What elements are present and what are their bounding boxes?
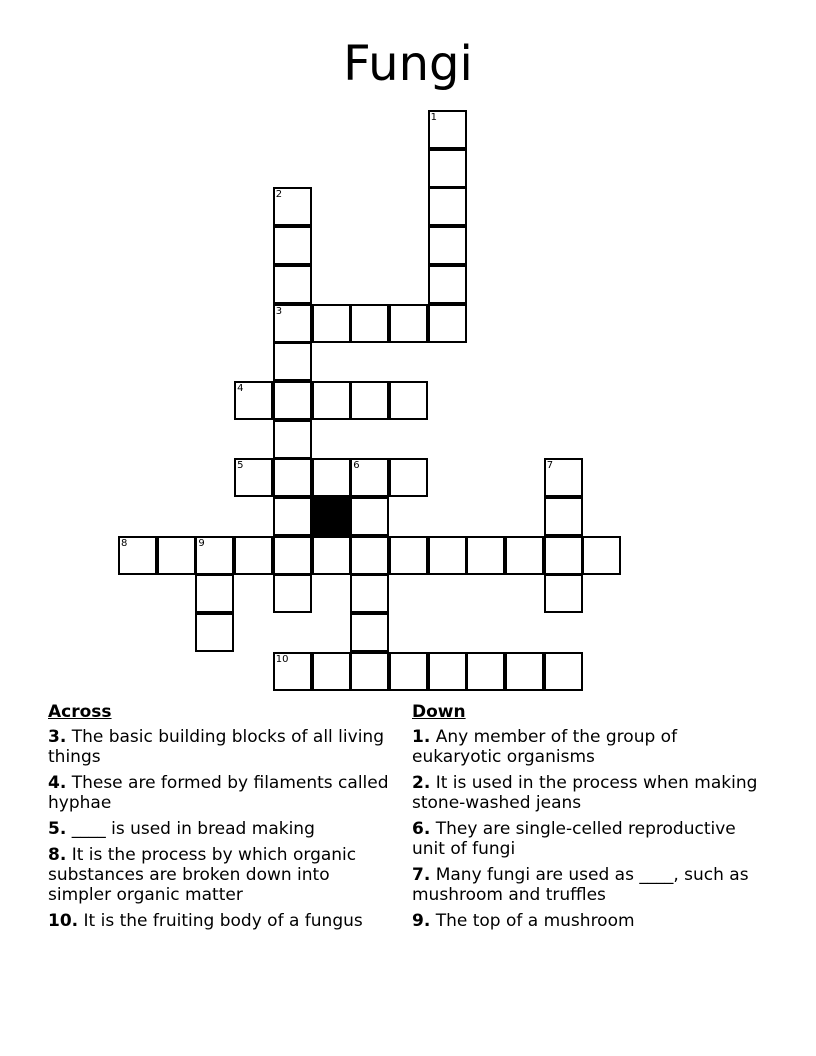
crossword-cell[interactable]: [428, 265, 467, 304]
clue-down-1: [412, 727, 762, 767]
clue-text: The top of a mushroom: [435, 911, 635, 931]
clue-down-9: [412, 911, 762, 931]
crossword-cell[interactable]: [466, 536, 505, 575]
clue-number: 3.: [48, 727, 67, 747]
crossword-cell[interactable]: [312, 304, 351, 343]
clue-number-label: 6: [353, 460, 360, 472]
clue-text: They are single-celled reproductive unit of fungi: [412, 819, 736, 859]
clue-number-label: 3: [275, 305, 283, 317]
crossword-cell[interactable]: [234, 536, 273, 575]
crossword-cell[interactable]: [350, 652, 389, 691]
clue-down-7: [412, 865, 762, 905]
clue-number: 1.: [412, 727, 431, 747]
crossword-cell[interactable]: [389, 652, 428, 691]
crossword-cell[interactable]: [350, 536, 389, 575]
crossword-cell[interactable]: [350, 304, 389, 343]
crossword-cell[interactable]: [544, 574, 583, 613]
down-heading: Down: [412, 702, 466, 722]
clue-text: These are formed by filaments called hyphae: [48, 773, 389, 813]
clue-text: Any member of the group of eukaryotic organisms: [412, 727, 678, 767]
clue-down-2: [412, 773, 762, 813]
clue-across-5: [48, 819, 398, 839]
crossword-cell[interactable]: [389, 381, 428, 420]
clue-down-6: [412, 819, 762, 859]
crossword-cell[interactable]: [312, 652, 351, 691]
crossword-cell[interactable]: [118, 536, 157, 575]
crossword-cell[interactable]: [273, 574, 312, 613]
crossword-cell[interactable]: [195, 536, 234, 575]
clue-number: 9.: [412, 911, 431, 931]
clue-text: Many fungi are used as ____, such as mushroom and truffles: [412, 865, 749, 905]
clue-number-label: 4: [237, 382, 244, 394]
crossword-cell[interactable]: [389, 304, 428, 343]
down-clues: [412, 702, 762, 937]
crossword-cell[interactable]: [389, 536, 428, 575]
crossword-cell[interactable]: [195, 613, 234, 652]
crossword-cell[interactable]: [428, 304, 467, 343]
crossword-cell[interactable]: [428, 110, 467, 149]
clue-number-label: 8: [121, 537, 128, 549]
crossword-cell[interactable]: [273, 536, 312, 575]
clue-number-label: 10: [275, 653, 289, 665]
crossword-cell[interactable]: [234, 458, 273, 497]
clue-number: 5.: [48, 819, 67, 839]
crossword-cell[interactable]: [350, 574, 389, 613]
crossword-cell[interactable]: [350, 458, 389, 497]
clue-text: The basic building blocks of all living things: [48, 727, 384, 767]
crossword-black-cell: [312, 497, 351, 536]
crossword-cell[interactable]: [428, 652, 467, 691]
clue-number-label: 9: [198, 537, 205, 549]
crossword-cell[interactable]: [505, 536, 544, 575]
crossword-cell[interactable]: [350, 497, 389, 536]
crossword-cell[interactable]: [505, 652, 544, 691]
crossword-cell[interactable]: [273, 342, 312, 381]
crossword-cell[interactable]: [312, 458, 351, 497]
crossword-cell[interactable]: [312, 536, 351, 575]
crossword-cell[interactable]: [273, 381, 312, 420]
crossword-cell[interactable]: [544, 497, 583, 536]
crossword-cell[interactable]: [312, 381, 351, 420]
clue-number-label: 2: [275, 189, 283, 201]
page-title: Fungi: [343, 36, 473, 92]
across-heading: Across: [48, 702, 112, 722]
clue-text: It is used in the process when making stone-washed jeans: [412, 773, 758, 813]
crossword-cell[interactable]: [273, 265, 312, 304]
clue-number-label: 1: [430, 112, 437, 123]
crossword-cell[interactable]: [273, 187, 312, 226]
crossword-cell[interactable]: [350, 381, 389, 420]
crossword-cell[interactable]: [234, 381, 273, 420]
crossword-cell[interactable]: [195, 574, 234, 613]
clue-text: It is the fruiting body of a fungus: [83, 911, 363, 931]
crossword-cell[interactable]: [544, 458, 583, 497]
clue-across-3: [48, 727, 398, 767]
crossword-cell[interactable]: [157, 536, 196, 575]
clue-number: 2.: [412, 773, 431, 793]
crossword-cell[interactable]: [273, 497, 312, 536]
crossword-cell[interactable]: [273, 458, 312, 497]
clue-across-4: [48, 773, 398, 813]
crossword-cell[interactable]: [428, 149, 467, 188]
crossword-cell[interactable]: [350, 613, 389, 652]
crossword-cell[interactable]: [428, 187, 467, 226]
clue-number: 8.: [48, 845, 67, 865]
clue-number: 7.: [412, 865, 431, 885]
crossword-cell[interactable]: [273, 420, 312, 459]
crossword-cell[interactable]: [273, 226, 312, 265]
clue-text: ____ is used in bread making: [71, 819, 315, 839]
clue-number-label: 7: [546, 460, 554, 472]
crossword-cell[interactable]: [273, 304, 312, 343]
clue-text: It is the process by which organic substances are broken down into simpler organic matter: [48, 845, 357, 905]
clue-number: 4.: [48, 773, 67, 793]
crossword-cell[interactable]: [544, 536, 583, 575]
crossword-cell[interactable]: [389, 458, 428, 497]
clue-across-10: [48, 911, 398, 931]
crossword-cell[interactable]: [544, 652, 583, 691]
crossword-cell[interactable]: [273, 652, 312, 691]
clue-number: 10.: [48, 911, 79, 931]
crossword-cell[interactable]: [466, 652, 505, 691]
crossword-cell[interactable]: [428, 536, 467, 575]
clue-number: 6.: [412, 819, 431, 839]
crossword-cell[interactable]: [582, 536, 621, 575]
clue-across-8: [48, 845, 398, 905]
across-clues: [48, 702, 398, 937]
clue-number-label: 5: [237, 460, 244, 472]
crossword-cell[interactable]: [428, 226, 467, 265]
